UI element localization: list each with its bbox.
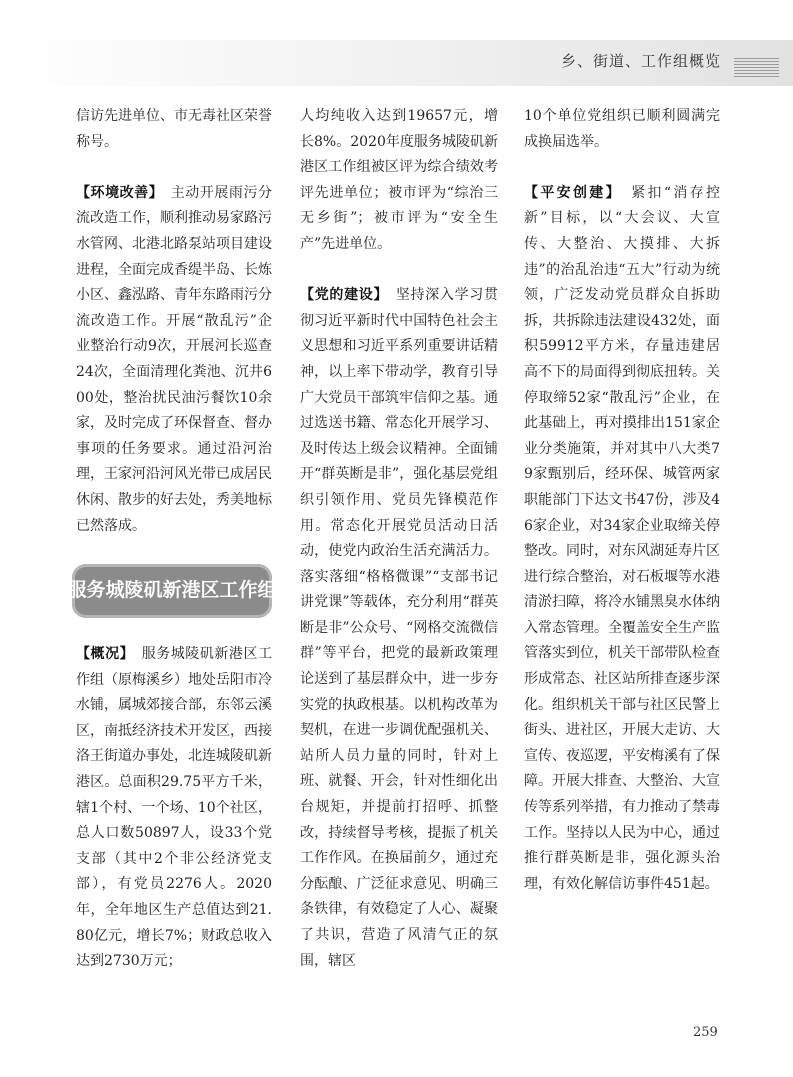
paragraph-safety-text: 紧扣“消存控新”目标，以“大会议、大宣传、大整治、大摸排、大拆违”的治乱治违“五大”行动为统领，广泛发动党员群众自拆助拆，共拆除违法建设432处，面积59912平方米，存量违建居高不下的局面得到彻底扭转。关停取缔52家“散乱污”企业，在此基础上，再对摸排出151家企业分类施策，并对其中八大类79家甄别后，经环保、城管两家职能部门下达文书47份，涉及46家企业，对34家企业取缔关停整改。同时，对东风湖延寿片区进行综合整治，对石板堰等水港清淤扫障，将冷水铺黑臭水体纳入常态管理。全覆盖安全生产监管落实到位，机关干部带队检查形成常态、社区站所排查逐步深化。组织机关干部与社区民警上街头、进社区，开展大走访、大宣传、夜巡逻，平安梅溪有了保障。开展大排查、大整治、大宣传等系列举措，有力推动了禁毒工作。坚持以人民为中心，通过推行群英断是非，强化源头治理，有效化解信访事件451起。 [524, 184, 720, 892]
paragraph-environment [76, 181, 272, 539]
section-keyword-party-building: 【党的建设】 [300, 287, 382, 304]
paragraph-overview [76, 642, 272, 975]
page-number: 259 [693, 1025, 718, 1040]
paragraph-party-building-text: 坚持深入学习贯彻习近平新时代中国特色社会主义思想和习近平系列重要讲话精神，以上率下带动学，教育引导广大党员干部筑牢信仰之基。通过选送书籍、常态化开展学习、及时传达上级会议精神。全面铺开“群英断是非”，强化基层党组织引领作用、党员先锋模范作用。常态化开展党员活动日活动，使党内政治生活充满活力。落实落细“格格微课”“支部书记讲党课”等载体，充分利用“群英断是非”公众号、“网格交流微信群”等平台，把党的最新政策理论送到了基层群众中，进一步夯实党的执政根基。以机构改革为契机，在进一步调优配强机关、站所人员力量的同时，针对上班、就餐、开会，针对性细化出台规矩，并提前打招呼、抓整改，持续督导考核，提振了机关工作作风。在换届前夕，通过充分酝酿、广泛征求意见、明确三条铁律，有效稳定了人心、凝聚了共识，营造了风清气正的氛围，辖区 [300, 287, 499, 969]
paragraph-safety [524, 181, 720, 898]
paragraph-continued: 人均纯收入达到19657元，增长8%。2020年度服务城陵矶新港区工作组被区评为综合绩效考评先进单位；被市评为“综治三无乡街”；被市评为“安全生产”先进单位。 [300, 108, 498, 252]
section-keyword-environment: 【环境改善】 [76, 184, 157, 201]
section-keyword-safety: 【平安创建】 [524, 184, 615, 201]
text-column-2 [300, 104, 498, 974]
text-column-1 [67, 104, 277, 975]
section-title-banner: 服务城陵矶新港区工作组 [72, 564, 272, 618]
running-header-title: 乡、街道、工作组概览 [560, 52, 721, 70]
paragraph-continued: 信访先进单位、市无毒社区荣誉称号。 [76, 108, 272, 150]
section-keyword-overview: 【概况】 [76, 646, 128, 663]
paragraph-overview-text: 服务城陵矶新港区工作组（原梅溪乡）地处岳阳市冷水铺，属城郊接合部，东邻云溪区，南抵经济技术开发区，西接洛王街道办事处，北连城陵矶新港区。总面积29.75平方千米，辖1个村、一个场、10个社区，总人口数50897人，设33个党支部（其中2个非公经济党支部），有党员2276人。2020年，全年地区生产总值达到21.80亿元，增长7%；财政总收入达到2730万元； [76, 646, 273, 970]
text-column-3 [524, 104, 720, 897]
paragraph-party-building [300, 283, 498, 974]
header-stripe-decoration [734, 58, 779, 78]
paragraph-environment-text: 主动开展雨污分流改造工作，顺利推动易家路污水管网、北港北路泵站项目建设进程，全面完成香缇半岛、长炼小区、鑫泓路、青年东路雨污分流改造工作。开展“散乱污”企业整治行动9次，开展河长巡查24次，全面清理化粪池、沉井600处，整治扰民油污餐饮10余家，及时完成了环保督查、督办事项的任务要求。通过沿河治理，王家河沿河风光带已成居民休闲、散步的好去处，秀美地标已然落成。 [76, 184, 273, 534]
paragraph-continued: 10个单位党组织已顺利圆满完成换届选举。 [524, 108, 720, 150]
